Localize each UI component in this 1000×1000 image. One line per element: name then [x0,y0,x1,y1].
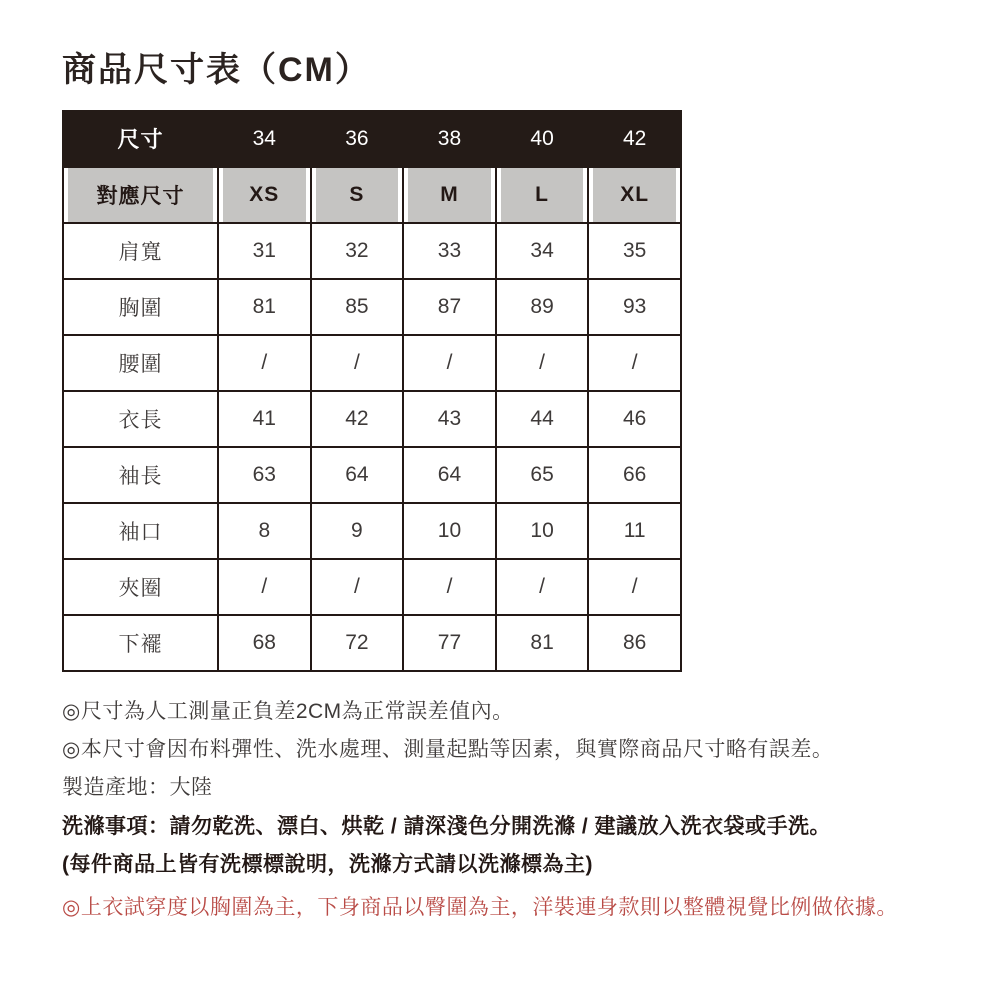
note-washing-label: (每件商品上皆有洗標標說明，洗滌方式請以洗滌標為主) [62,852,593,876]
note-washing-instructions: 洗滌事項：請勿乾洗、漂白、烘乾 / 請深淺色分開洗滌 / 建議放入洗衣袋或手洗。 [62,814,832,838]
measure-cell: 77 [403,615,496,671]
table-row-sleeve-length [63,447,681,503]
measure-cell: / [311,335,404,391]
measure-cell: 63 [218,447,311,503]
measure-cell: 32 [311,223,404,279]
measure-cell: / [218,559,311,615]
measure-cell: 44 [496,391,589,447]
notes-section [62,699,940,922]
measure-cell: / [588,559,681,615]
size-letter-cell: L [496,167,589,223]
table-row-length [63,391,681,447]
measure-cell: 72 [311,615,404,671]
size-number-cell: 36 [311,111,404,167]
size-letter-cell: XL [588,167,681,223]
table-row-size-numbers [63,111,681,167]
measure-cell: / [403,559,496,615]
measure-cell: / [496,335,589,391]
measure-cell: 81 [218,279,311,335]
measure-cell: 89 [496,279,589,335]
measure-cell: 85 [311,279,404,335]
measure-cell: 68 [218,615,311,671]
row-header-waist: 腰圍 [63,335,218,391]
table-row-armhole [63,559,681,615]
measure-cell: 64 [403,447,496,503]
size-number-cell: 38 [403,111,496,167]
measure-cell: 66 [588,447,681,503]
table-row-size-letters [63,167,681,223]
table-row-shoulder [63,223,681,279]
size-letter-cell: XS [218,167,311,223]
size-letter-cell: S [311,167,404,223]
measure-cell: 41 [218,391,311,447]
note-fit-guidance: ◎上衣試穿度以胸圍為主，下身商品以臀圍為主，洋裝連身款則以整體視覺比例做依據。 [62,896,898,920]
measure-cell: 34 [496,223,589,279]
measure-cell: / [496,559,589,615]
size-table [62,110,682,672]
table-row-waist [63,335,681,391]
measure-cell: 10 [403,503,496,559]
measure-cell: 93 [588,279,681,335]
measure-cell: 87 [403,279,496,335]
note-size-variance: ◎本尺寸會因布料彈性、洗水處理、測量起點等因素，與實際商品尺寸略有誤差。 [62,738,834,762]
table-row-cuff [63,503,681,559]
row-header-length: 衣長 [63,391,218,447]
measure-cell: 46 [588,391,681,447]
note-origin: 製造產地：大陸 [62,776,213,800]
size-number-cell: 42 [588,111,681,167]
row-header-size: 尺寸 [63,111,218,167]
measure-cell: 33 [403,223,496,279]
measure-cell: 64 [311,447,404,503]
measure-cell: / [311,559,404,615]
row-header-hem: 下襬 [63,615,218,671]
row-header-cuff: 袖口 [63,503,218,559]
measure-cell: 81 [496,615,589,671]
measure-cell: 31 [218,223,311,279]
note-measure-tolerance: ◎尺寸為人工測量正負差2CM為正常誤差值內。 [62,699,514,723]
measure-cell: 9 [311,503,404,559]
row-header-bust: 胸圍 [63,279,218,335]
size-number-cell: 40 [496,111,589,167]
row-header-shoulder: 肩寬 [63,223,218,279]
measure-cell: 10 [496,503,589,559]
measure-cell: 11 [588,503,681,559]
table-row-bust [63,279,681,335]
row-header-armhole: 夾圈 [63,559,218,615]
measure-cell: 86 [588,615,681,671]
page-title: 商品尺寸表（CM） [62,51,371,89]
row-header-sleeve-length: 袖長 [63,447,218,503]
measure-cell: 43 [403,391,496,447]
measure-cell: / [403,335,496,391]
measure-cell: / [218,335,311,391]
measure-cell: / [588,335,681,391]
size-number-cell: 34 [218,111,311,167]
measure-cell: 42 [311,391,404,447]
size-letter-cell: M [403,167,496,223]
measure-cell: 8 [218,503,311,559]
table-row-hem [63,615,681,671]
measure-cell: 35 [588,223,681,279]
row-header-corresponding-size: 對應尺寸 [63,167,218,223]
measure-cell: 65 [496,447,589,503]
